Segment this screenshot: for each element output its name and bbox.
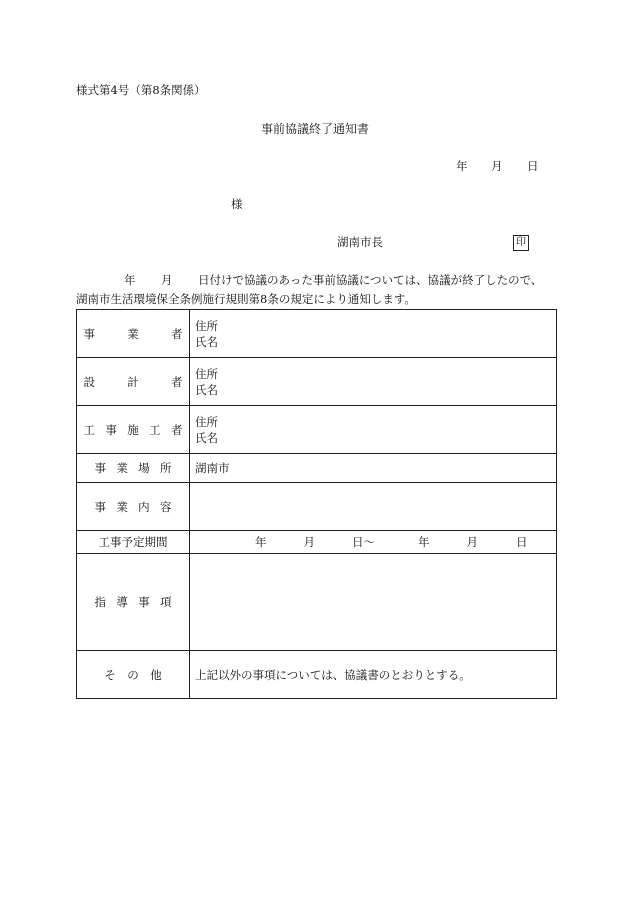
label-designer: 設 計 者 (77, 358, 190, 406)
business-location-value: 湖南市 (190, 454, 557, 483)
row-designer (77, 358, 557, 406)
label-construction-period: 工事予定期間 (77, 531, 190, 554)
address-label: 住所 (195, 366, 218, 381)
period-end-month: 月 (466, 535, 478, 549)
period-end-day: 日 (516, 535, 528, 549)
other-value: 上記以外の事項については、協議書のとおりとする。 (190, 651, 557, 699)
body-year-label: 年 (124, 273, 136, 287)
document-title: 事前協議終了通知書 (260, 122, 369, 136)
body-month-label: 月 (161, 273, 173, 287)
period-start-day: 日～ (352, 535, 375, 549)
issuer-name: 湖南市長 (337, 235, 383, 249)
period-start-year: 年 (255, 535, 267, 549)
label-other: そ の 他 (77, 651, 190, 699)
form-number: 様式第4号（第8条関係） (76, 83, 206, 97)
row-business-content (77, 483, 557, 531)
label-contractor: 工事施工者 (77, 406, 190, 454)
label-business-operator: 事 業 者 (77, 310, 190, 358)
designer-fields (190, 358, 557, 406)
name-label: 氏名 (195, 334, 218, 349)
label-guidance-items: 指導事項 (77, 554, 190, 651)
contractor-fields (190, 406, 557, 454)
business-operator-fields (190, 310, 557, 358)
date-year-label: 年 (456, 159, 468, 173)
addressee-suffix: 様 (231, 197, 243, 211)
date-day-label: 日 (527, 159, 539, 173)
row-business-operator (77, 310, 557, 358)
row-contractor (77, 406, 557, 454)
label-business-location: 事業場所 (77, 454, 190, 483)
name-label: 氏名 (195, 382, 218, 397)
period-start-month: 月 (303, 535, 315, 549)
body-text-line2: 湖南市生活環境保全条例施行規則第8条の規定により通知します。 (76, 292, 416, 306)
row-guidance-items (77, 554, 557, 651)
row-construction-period (77, 531, 557, 554)
business-content-value (190, 483, 557, 531)
date-month-label: 月 (491, 159, 503, 173)
period-end-year: 年 (418, 535, 430, 549)
notification-table (76, 309, 557, 699)
construction-period-value (190, 531, 557, 554)
label-business-content: 事業内容 (77, 483, 190, 531)
row-business-location (77, 454, 557, 483)
seal-stamp-box: 印 (513, 235, 529, 251)
guidance-items-value (190, 554, 557, 651)
body-text-line1: 日付けで協議のあった事前協議については、協議が終了したので、 (198, 273, 543, 287)
address-label: 住所 (195, 318, 218, 333)
address-label: 住所 (195, 414, 218, 429)
name-label: 氏名 (195, 430, 218, 445)
row-other (77, 651, 557, 699)
